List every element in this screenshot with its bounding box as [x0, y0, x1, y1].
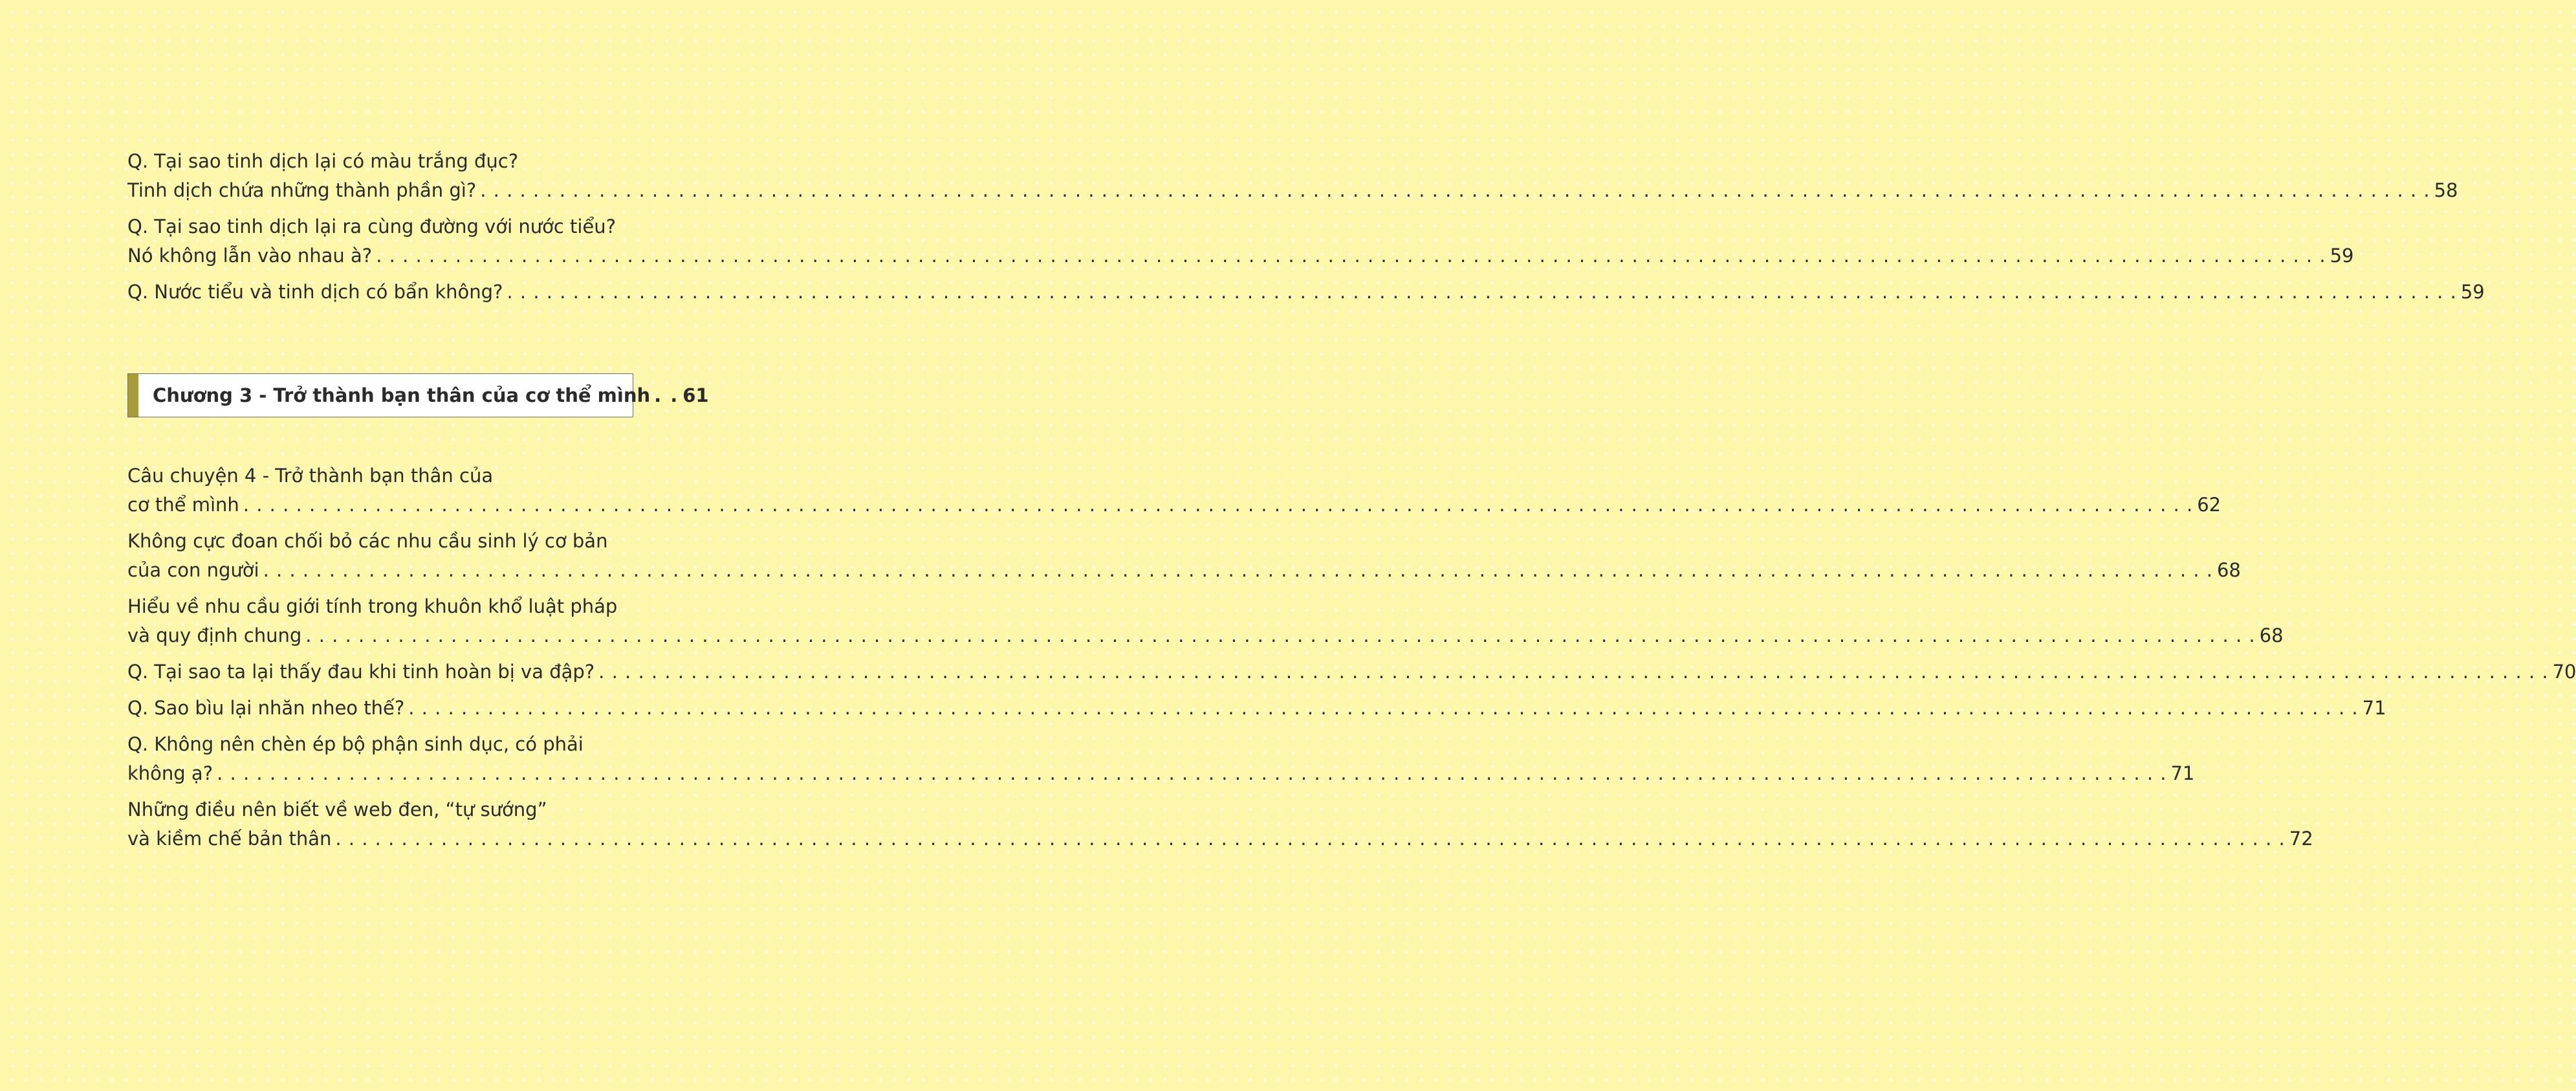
- toc-entry-text: của con người: [127, 559, 259, 581]
- toc-section-top: [127, 147, 2485, 314]
- toc-entry-last-line: [127, 176, 2458, 205]
- chapter-leader-dots: . .: [654, 384, 679, 406]
- toc-page-number: 59: [2330, 245, 2354, 267]
- toc-entry-line: Câu chuyện 4 - Trở thành bạn thân của: [127, 465, 494, 487]
- toc-leader-dots: [480, 176, 2430, 205]
- toc-page-number: 72: [2289, 828, 2313, 850]
- toc-entry-text: và kiềm chế bản thân: [127, 828, 332, 850]
- toc-section-bottom: [127, 461, 2576, 861]
- toc-entry-last-line: [127, 824, 2313, 854]
- toc-entry-line: Những điều nên biết về web đen, “tự sướng”: [127, 799, 547, 821]
- toc-page-number: 70: [2552, 661, 2576, 683]
- chapter-page-number: 61: [682, 384, 709, 406]
- toc-entry[interactable]: [127, 278, 2485, 307]
- toc-entry-last-line: [127, 241, 2354, 270]
- chapter-title: Chương 3 - Trở thành bạn thân của cơ thể mình: [153, 384, 651, 406]
- toc-leader-dots: [263, 556, 2213, 585]
- toc-entry-line: Q. Tại sao tinh dịch lại ra cùng đường với nước tiểu?: [127, 215, 617, 237]
- toc-entry-text: không ạ?: [127, 762, 213, 784]
- toc-leader-dots: [335, 824, 2285, 854]
- toc-entry-text: và quy định chung: [127, 624, 302, 646]
- toc-entry[interactable]: [127, 592, 2284, 650]
- chapter-accent-bar: [128, 374, 138, 417]
- toc-entry-line: Q. Không nên chèn ép bộ phận sinh dục, có phải: [127, 733, 584, 755]
- toc-page-number: 59: [2460, 281, 2485, 303]
- toc-entry-text: Q. Sao bìu lại nhăn nheo thế?: [127, 697, 405, 719]
- toc-entry-line: Q. Tại sao tinh dịch lại có màu trắng đục?: [127, 150, 519, 172]
- toc-leader-dots: [598, 657, 2548, 687]
- toc-entry[interactable]: [127, 694, 2386, 723]
- toc-leader-dots: [376, 241, 2326, 270]
- toc-entry-text: Tinh dịch chứa những thành phần gì?: [127, 179, 477, 201]
- toc-entry-line: Không cực đoan chối bỏ các nhu cầu sinh lý cơ bản: [127, 530, 608, 552]
- toc-leader-dots: [305, 621, 2255, 650]
- toc-entry-last-line: [127, 556, 2241, 585]
- toc-entry[interactable]: [127, 147, 2458, 205]
- toc-entry-last-line: [127, 490, 2221, 520]
- toc-entry[interactable]: [127, 461, 2221, 520]
- toc-leader-dots: [408, 694, 2358, 723]
- toc-page-number: 62: [2197, 494, 2221, 516]
- toc-entry[interactable]: [127, 212, 2354, 270]
- toc-page-number: 68: [2216, 559, 2241, 581]
- toc-entry-text: Q. Nước tiểu và tinh dịch có bẩn không?: [127, 281, 503, 303]
- toc-entry-last-line: [127, 621, 2284, 650]
- toc-entry[interactable]: [127, 730, 2195, 788]
- toc-page-number: 71: [2362, 697, 2386, 719]
- toc-entry[interactable]: [127, 657, 2576, 687]
- toc-leader-dots: [243, 490, 2193, 520]
- toc-entry-last-line: [127, 278, 2485, 307]
- toc-entry-text: Nó không lẫn vào nhau à?: [127, 245, 373, 267]
- chapter-heading[interactable]: [127, 373, 709, 417]
- toc-entry-last-line: [127, 657, 2576, 687]
- chapter-heading-text: [138, 384, 723, 406]
- toc-page-number: 58: [2434, 179, 2458, 201]
- toc-leader-dots: [507, 278, 2456, 307]
- toc-entry-line: Hiểu về nhu cầu giới tính trong khuôn khổ luật pháp: [127, 595, 618, 617]
- toc-entry-last-line: [127, 694, 2386, 723]
- toc-entry[interactable]: [127, 795, 2313, 854]
- toc-entry[interactable]: [127, 527, 2241, 585]
- toc-entry-last-line: [127, 759, 2195, 788]
- toc-entry-text: cơ thể mình: [127, 494, 239, 516]
- toc-page-number: 68: [2259, 624, 2284, 646]
- toc-leader-dots: [217, 759, 2167, 788]
- toc-page-number: 71: [2170, 762, 2195, 784]
- toc-entry-text: Q. Tại sao ta lại thấy đau khi tinh hoàn bị va đập?: [127, 661, 595, 683]
